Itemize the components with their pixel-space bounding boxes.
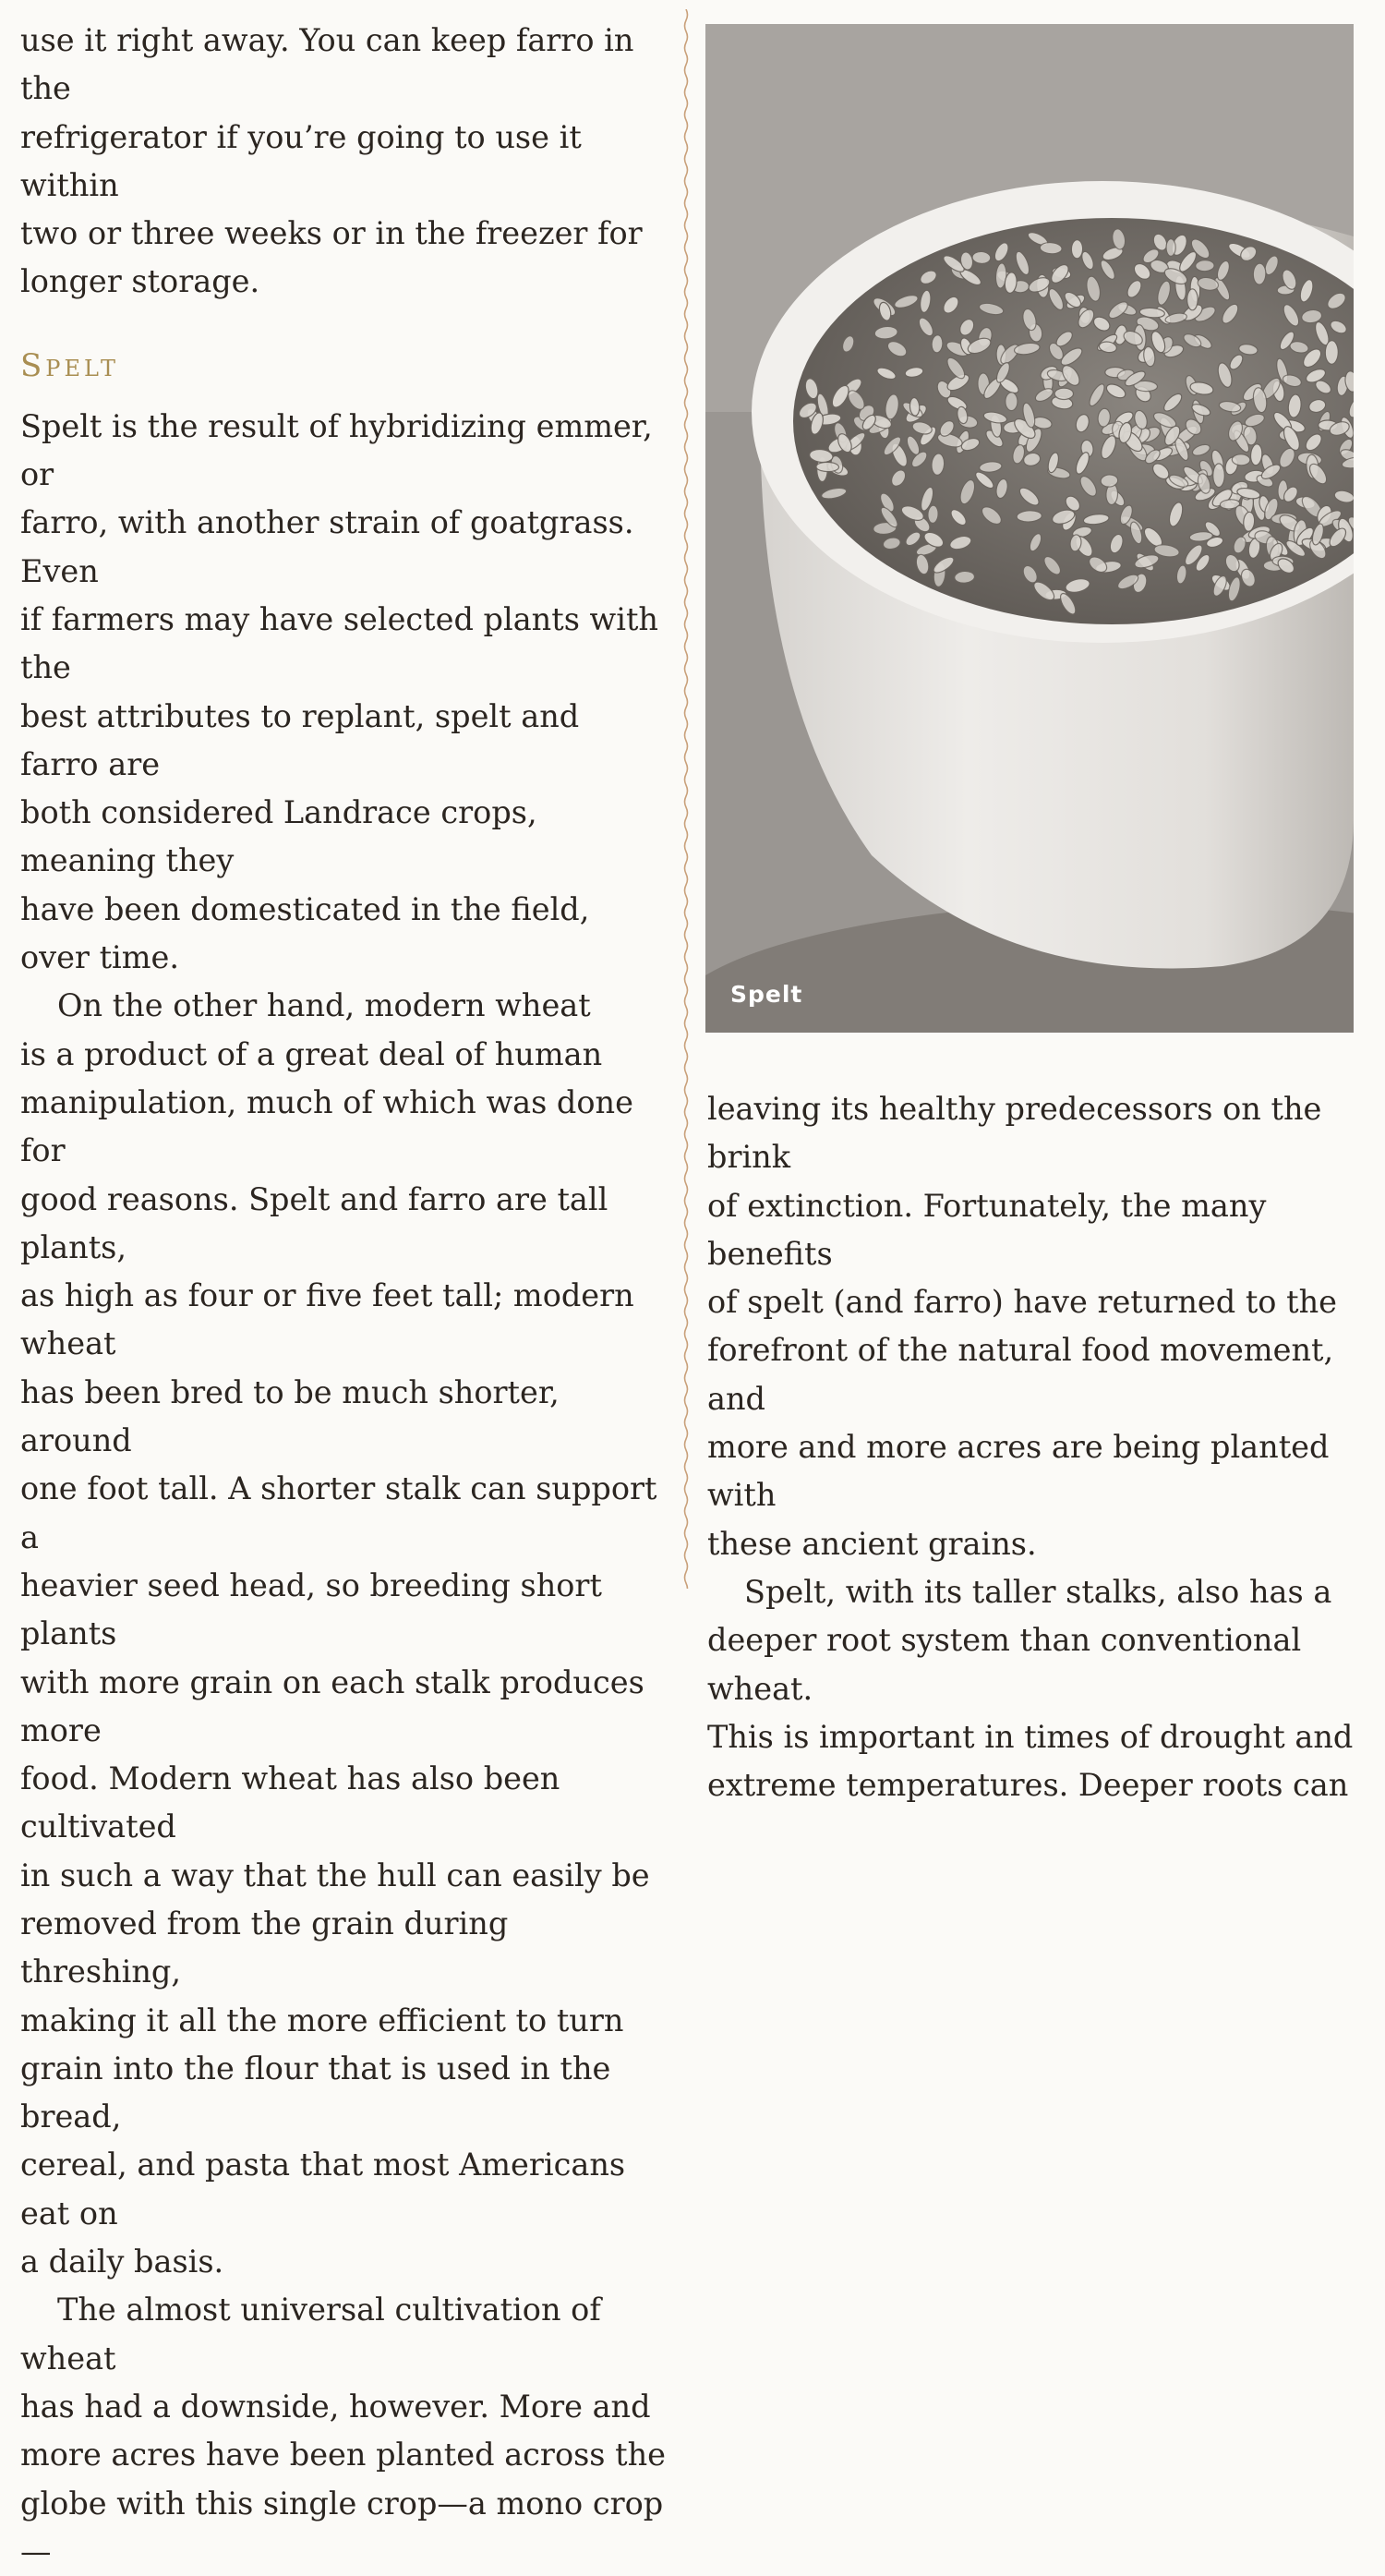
- wavy-column-divider: [683, 9, 689, 1589]
- text-line: farro, with another strain of goatgrass. Even: [20, 504, 634, 588]
- text-line: a daily basis.: [20, 2243, 223, 2280]
- text-line: globe with this single crop—a mono crop—: [20, 2485, 663, 2570]
- paragraph-root-system: [707, 1568, 1368, 1809]
- text-line: both considered Landrace crops, meaning they: [20, 794, 537, 878]
- text-line: This is important in times of drought and: [707, 1719, 1353, 1755]
- grain: [816, 462, 839, 472]
- text-line: best attributes to replant, spelt and farro are: [20, 698, 579, 782]
- grain: [1054, 388, 1073, 399]
- text-line: use it right away. You can keep farro in the: [20, 22, 633, 106]
- text-line: extreme temperatures. Deeper roots can: [707, 1767, 1348, 1803]
- text-line: of extinction. Fortunately, the many benefits: [707, 1188, 1266, 1272]
- text-line: one foot tall. A shorter stalk can support a: [20, 1470, 657, 1554]
- text-line: these ancient grains.: [707, 1526, 1037, 1562]
- text-line: of spelt (and farro) have returned to the: [707, 1284, 1337, 1320]
- text-line: deeper root system than conventional wheat.: [707, 1622, 1301, 1706]
- text-line: The almost universal cultivation of wheat: [20, 2292, 601, 2376]
- text-line: leaving its healthy predecessors on the brink: [707, 1091, 1321, 1175]
- text-line: food. Modern wheat has also been cultivated: [20, 1760, 560, 1844]
- photo-caption: Spelt: [730, 981, 802, 1008]
- grain: [1213, 464, 1225, 488]
- text-line: good reasons. Spelt and farro are tall plants,: [20, 1181, 608, 1265]
- paragraph-ancient-grains-return: [707, 1085, 1368, 1568]
- text-line: refrigerator if you’re going to use it within: [20, 119, 582, 203]
- text-line: is a product of a great deal of human: [20, 1036, 602, 1072]
- text-line: Spelt is the result of hybridizing emmer, or: [20, 408, 653, 492]
- grain: [1166, 239, 1175, 257]
- text-line: in such a way that the hull can easily be: [20, 1857, 650, 1893]
- text-line: longer storage.: [20, 263, 259, 299]
- text-line: as high as four or five feet tall; modern wheat: [20, 1277, 634, 1361]
- text-line: Spelt, with its taller stalks, also has a: [744, 1574, 1331, 1610]
- spelt-photo: [705, 24, 1354, 1033]
- text-line: two or three weeks or in the freezer for: [20, 215, 643, 251]
- grain: [1195, 260, 1214, 272]
- paragraph-spelt-origin: [20, 403, 667, 983]
- section-heading: Spelt: [20, 347, 667, 384]
- grain: [1006, 393, 1018, 411]
- text-line: with more grain on each stalk produces more: [20, 1664, 644, 1748]
- text-line: removed from the grain during threshing,: [20, 1905, 508, 1989]
- text-line: manipulation, much of which was done for: [20, 1084, 633, 1168]
- grain: [1232, 454, 1250, 466]
- paragraph-modern-wheat: [20, 982, 667, 2286]
- right-column: [707, 1085, 1368, 1809]
- grain: [1253, 263, 1266, 284]
- text-line: heavier seed head, so breeding short plants: [20, 1567, 602, 1651]
- text-line: if farmers may have selected plants with the: [20, 601, 658, 685]
- text-line: more acres have been planted across the: [20, 2437, 666, 2473]
- grain: [1187, 289, 1198, 310]
- grain: [927, 505, 938, 524]
- text-line: have been domesticated in the field, over time.: [20, 891, 589, 975]
- spelt-bowl-image: [705, 24, 1354, 1033]
- text-line: has had a downside, however. More and: [20, 2389, 651, 2425]
- paragraph-wheat-downside: [20, 2286, 667, 2576]
- text-line: On the other hand, modern wheat: [57, 987, 591, 1023]
- text-line: has been bred to be much shorter, around: [20, 1374, 560, 1458]
- grain: [1325, 341, 1338, 365]
- left-column: [20, 17, 667, 2576]
- text-line: forefront of the natural food movement, and: [707, 1332, 1333, 1416]
- grain: [1071, 239, 1083, 258]
- text-line: cereal, and pasta that most Americans eat on: [20, 2147, 625, 2231]
- text-line: making it all the more efficient to turn: [20, 2002, 623, 2038]
- text-line: grain into the flour that is used in the bread,: [20, 2050, 610, 2135]
- text-line: more and more acres are being planted with: [707, 1429, 1329, 1513]
- intro-paragraph: [20, 17, 667, 307]
